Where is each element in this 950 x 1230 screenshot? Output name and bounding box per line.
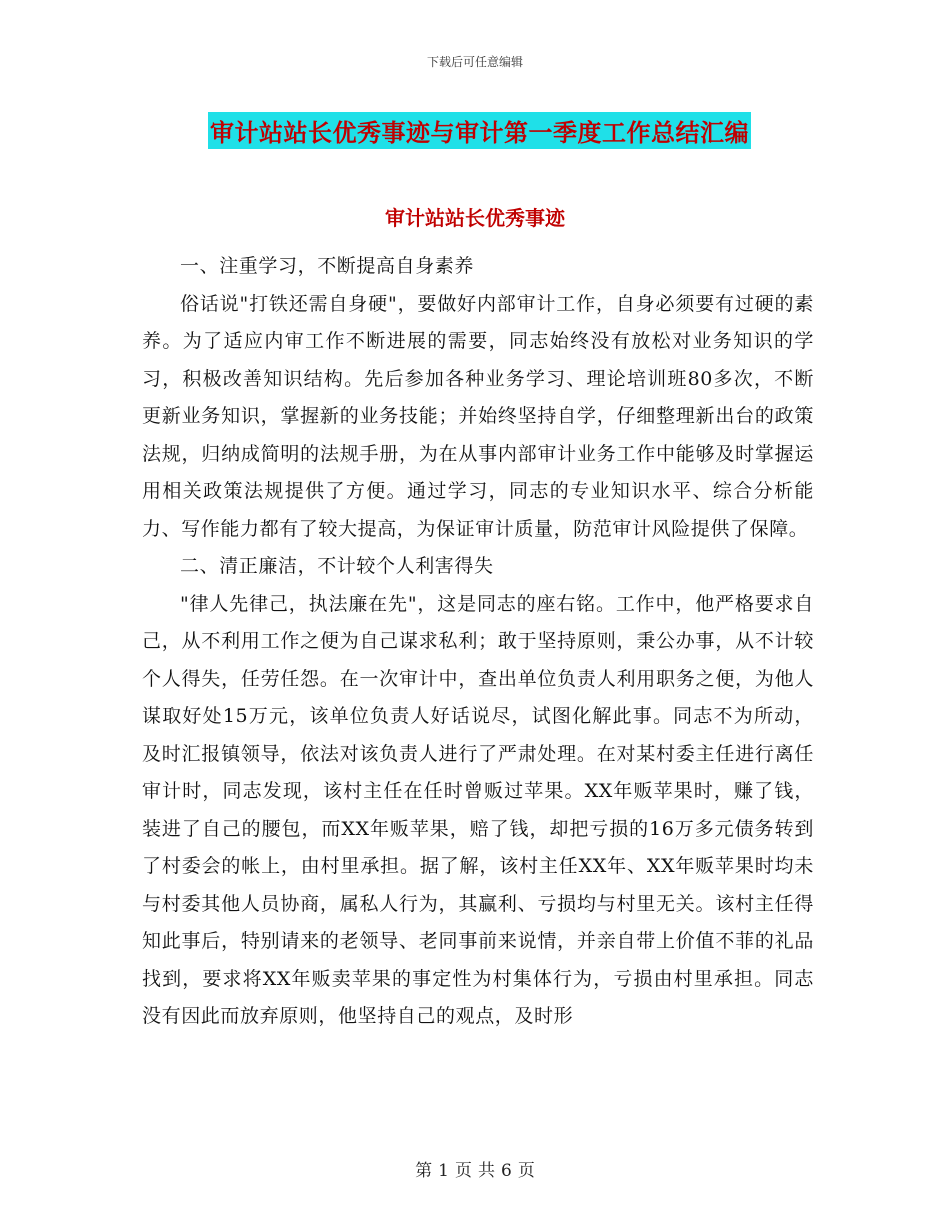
footer-suffix: 页 [517, 1161, 535, 1181]
footer-page-total: 6 [501, 1161, 512, 1181]
body-paragraph-2: "律人先律己，执法廉在先"，这是同志的座右铭。工作中，他严格要求自己，从不利用工作之便为自己谋求私利；敢于坚持原则，秉公办事，从不计较个人得失，任劳任怨。在一次审计中，查出单位负责人利用职务之便，为他人谋取好处15万元，该单位负责人好话说尽，试图化解此事。同志不为所动，及时汇报镇领导，依法对该负责人进行了严肃处理。在对某村委主任进行离任审计时，同志发现，该村主任在任时曾贩过苹果。XX年贩苹果时，赚了钱，装进了自己的腰包，而XX年贩苹果，赔了钱，却把亏损的16万多元债务转到了村委会的帐上，由村里承担。据了解，该村主任XX年、XX年贩苹果时均未与村委其他人员协商，属私人行为，其赢利、亏损均与村里无关。该村主任得知此事后，特别请来的老领导、老同事前来说情，并亲自带上价值不菲的礼品找到，要求将XX年贩卖苹果的事定性为村集体行为，亏损由村里承担。同志没有因此而放弃原则，他坚持自己的观点，及时形 [142, 592, 814, 1027]
footer-total-prefix: 共 [478, 1161, 495, 1181]
page-footer [0, 1156, 950, 1181]
body-text [142, 248, 814, 1036]
section-title: 审计站站长优秀事迹 [385, 206, 565, 230]
footer-prefix: 第 [415, 1161, 433, 1181]
header-note: 下载后可任意编辑 [426, 55, 523, 69]
body-paragraph-1: 俗话说"打铁还需自身硬"，要做好内部审计工作，自身必须要有过硬的素养。为了适应内审工作不断进展的需要，同志始终没有放松对业务知识的学习，积极改善知识结构。先后参加各种业务学习、理论培训班80多次，不断更新业务知识，掌握新的业务技能；并始终坚持自学，仔细整理新出台的政策法规，归纳成简明的法规手册，为在从事内部审计业务工作中能够及时掌握运用相关政策法规提供了方便。通过学习，同志的专业知识水平、综合分析能力、写作能力都有了较大提高，为保证审计质量，防范审计风险提供了保障。 [142, 292, 814, 540]
document-title: 审计站站长优秀事迹与审计第一季度工作总结汇编 [208, 112, 751, 149]
heading-paragraph-1: 一、注重学习，不断提高自身素养 [180, 255, 475, 277]
heading-paragraph-2: 二、清正廉洁，不计较个人利害得失 [180, 555, 494, 577]
footer-page-current: 1 [438, 1161, 449, 1181]
footer-mid: 页 [455, 1161, 472, 1181]
